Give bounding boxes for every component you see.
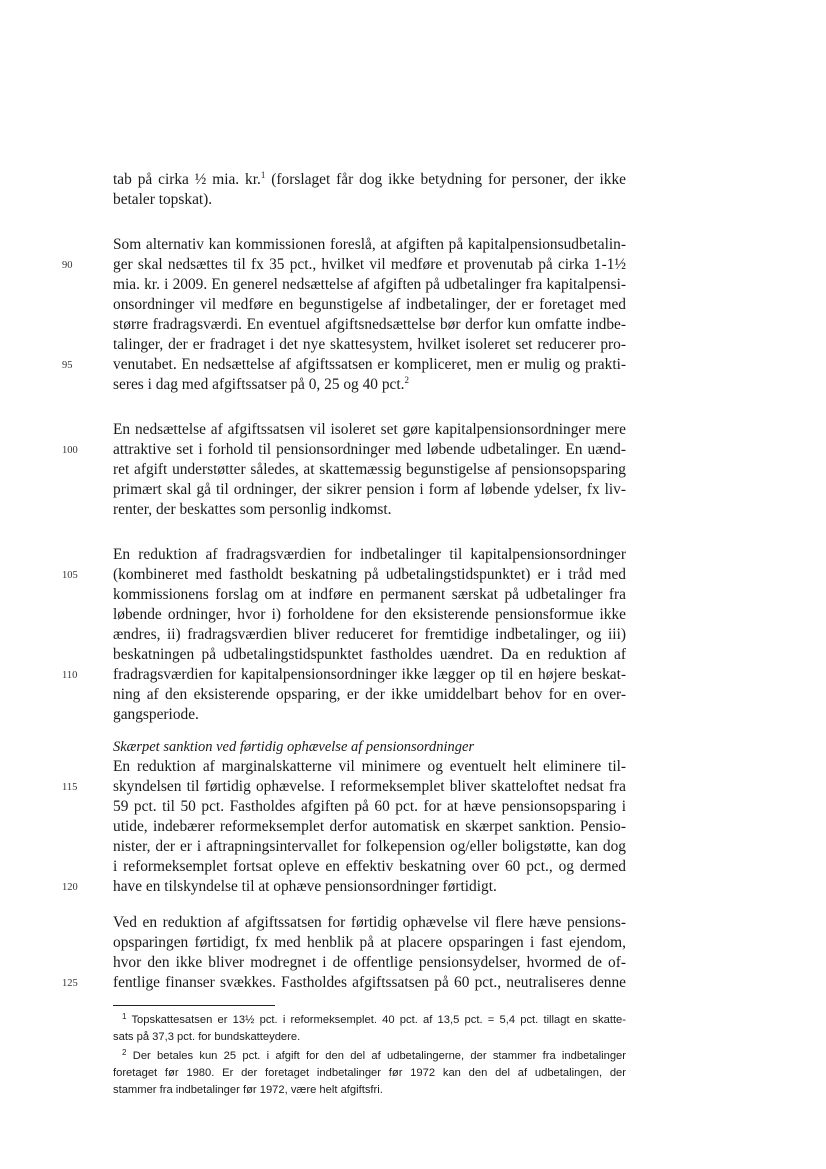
text-line: fradragsværdien for kapitalpensionsordninger ikke lægger op til en højere beskat- — [113, 666, 626, 683]
line-number: 105 — [62, 570, 78, 581]
text-line: løbende ordninger, hvor i) forholdene for den eksisterende pensionsformue ikke — [113, 606, 626, 623]
text-line: En reduktion af fradragsværdien for indbetalinger til kapitalpensionsordninger — [113, 546, 626, 563]
text-line: tab på cirka ½ mia. kr.$^1$ (forslaget får dog ikke betydning for personer, der ikke — [113, 170, 626, 188]
line-number: 110 — [62, 670, 78, 681]
footnote: $^1$ Topskattesatsen er 13½ pct. i reformeksemplet. 40 pct. af 13,5 pct. = 5,4 pct. tillagt en skatte- — [122, 1012, 626, 1026]
text-line: i reformeksemplet fortsat opleve en effektiv beskatning over 60 pct., og dermed — [113, 858, 626, 875]
text-line: betaler topskat). — [113, 191, 213, 208]
text-line: beskatningen på udbetalingstidspunktet fastholdes uændret. Da en reduktion af — [113, 646, 626, 663]
line-number: 125 — [62, 978, 78, 989]
line-number: 90 — [62, 260, 73, 271]
text-line: venutabet. En nedsættelse af afgiftssatsen er kompliceret, men er mulig og prakti- — [113, 356, 626, 373]
footnote-divider — [113, 1005, 275, 1006]
text-line: skyndelsen til førtidig ophævelse. I reformeksemplet bliver skatteloftet nedsat fra — [113, 778, 626, 795]
text-line: utide, indebærer reformeksemplet derfor automatisk en skærpet sanktion. Pensio- — [113, 818, 626, 835]
text-line: større fradragsværdi. En eventuel afgiftsnedsættelse bør derfor kun omfatte indbe- — [113, 316, 626, 333]
text-line: En reduktion af marginalskatterne vil minimere og eventuelt helt eliminere til- — [113, 758, 626, 775]
text-line: ger skal nedsættes til fx 35 pct., hvilket vil medføre et provenutab på cirka 1-1½ — [113, 256, 626, 273]
text-line: 59 pct. til 50 pct. Fastholdes afgiften på 60 pct. for at hæve pensionsopsparing i — [113, 798, 626, 815]
line-number: 115 — [62, 782, 78, 793]
text-line: nister, der er i aftrapningsintervallet for folkepension og/eller boligstøtte, kan dog — [113, 838, 626, 855]
text-line: ning af den eksisterende opsparing, er der ikke umiddelbart behov for en over- — [113, 686, 626, 703]
text-line: renter, der beskattes som personlig indkomst. — [113, 501, 392, 518]
text-line: ret afgift understøtter således, at skattemæssig begunstigelse af pensionsopsparing — [113, 461, 626, 478]
text-line: kommissionens forslag om at indføre en permanent særskat på udbetalinger fra — [113, 586, 626, 603]
footnote: sats på 37,3 pct. for bundskatteydere. — [113, 1031, 301, 1043]
text-line: seres i dag med afgiftssatser på 0, 25 og 40 pct.$^2$ — [113, 375, 409, 393]
text-line: talinger, der er fradraget i det nye skattesystem, hvilket isoleret set reducerer pro- — [113, 336, 626, 353]
footnote-ref: 2 — [404, 375, 409, 385]
text-line: attraktive set i forhold til pensionsordninger med løbende udbetalinger. En uænd- — [113, 441, 626, 458]
footnote: $^2$ Der betales kun 25 pct. i afgift for den del af udbetalingerne, der stammer fra indbetalinger — [122, 1048, 627, 1062]
text-line: gangsperiode. — [113, 706, 199, 723]
text-line: opsparingen førtidigt, fx med henblik på at placere opsparingen i fast ejendom, — [113, 934, 626, 951]
line-number: 95 — [62, 360, 73, 371]
text-line: primært skal gå til ordninger, der sikrer pension i form af løbende ydelser, fx liv- — [113, 481, 626, 498]
line-number: 120 — [62, 882, 78, 893]
text-line: have en tilskyndelse til at ophæve pensionsordninger førtidigt. — [113, 878, 497, 895]
text-line: fentlige finanser svækkes. Fastholdes afgiftssatsen på 60 pct., neutraliseres denne — [113, 974, 626, 991]
text-line: hvor den ikke bliver modregnet i de offentlige pensionsydelser, hvormed de of- — [113, 954, 626, 971]
text-line: Ved en reduktion af afgiftssatsen for førtidig ophævelse vil flere hæve pensions- — [113, 914, 626, 931]
text-line: (kombineret med fastholdt beskatning på udbetalingstidspunktet) er i tråd med — [113, 566, 626, 583]
text-line: En nedsættelse af afgiftssatsen vil isoleret set gøre kapitalpensionsordninger mere — [113, 421, 626, 438]
text-line: onsordninger vil medføre en begunstigelse af indbetalinger, der er foretaget med — [113, 296, 626, 313]
footnote: foretaget før 1980. Er der foretaget indbetalinger før 1972 kan den del af udbetalingen, der — [113, 1067, 626, 1079]
text-line: mia. kr. i 2009. En generel nedsættelse af afgiften på udbetalinger fra kapitalpensi- — [113, 276, 626, 293]
footnote-ref: 1 — [260, 170, 266, 180]
line-number: 100 — [62, 445, 78, 456]
text-line: Som alternativ kan kommissionen foreslå, at afgiften på kapitalpensionsudbetalin- — [113, 236, 626, 253]
section-heading: Skærpet sanktion ved førtidig ophævelse af pensionsordninger — [113, 739, 475, 755]
text-line: ændres, ii) fradragsværdien bliver reduceret for fremtidige indbetalinger, og iii) — [113, 626, 626, 643]
footnote: stammer fra indbetalinger før 1972, være helt afgiftsfri. — [113, 1084, 383, 1096]
